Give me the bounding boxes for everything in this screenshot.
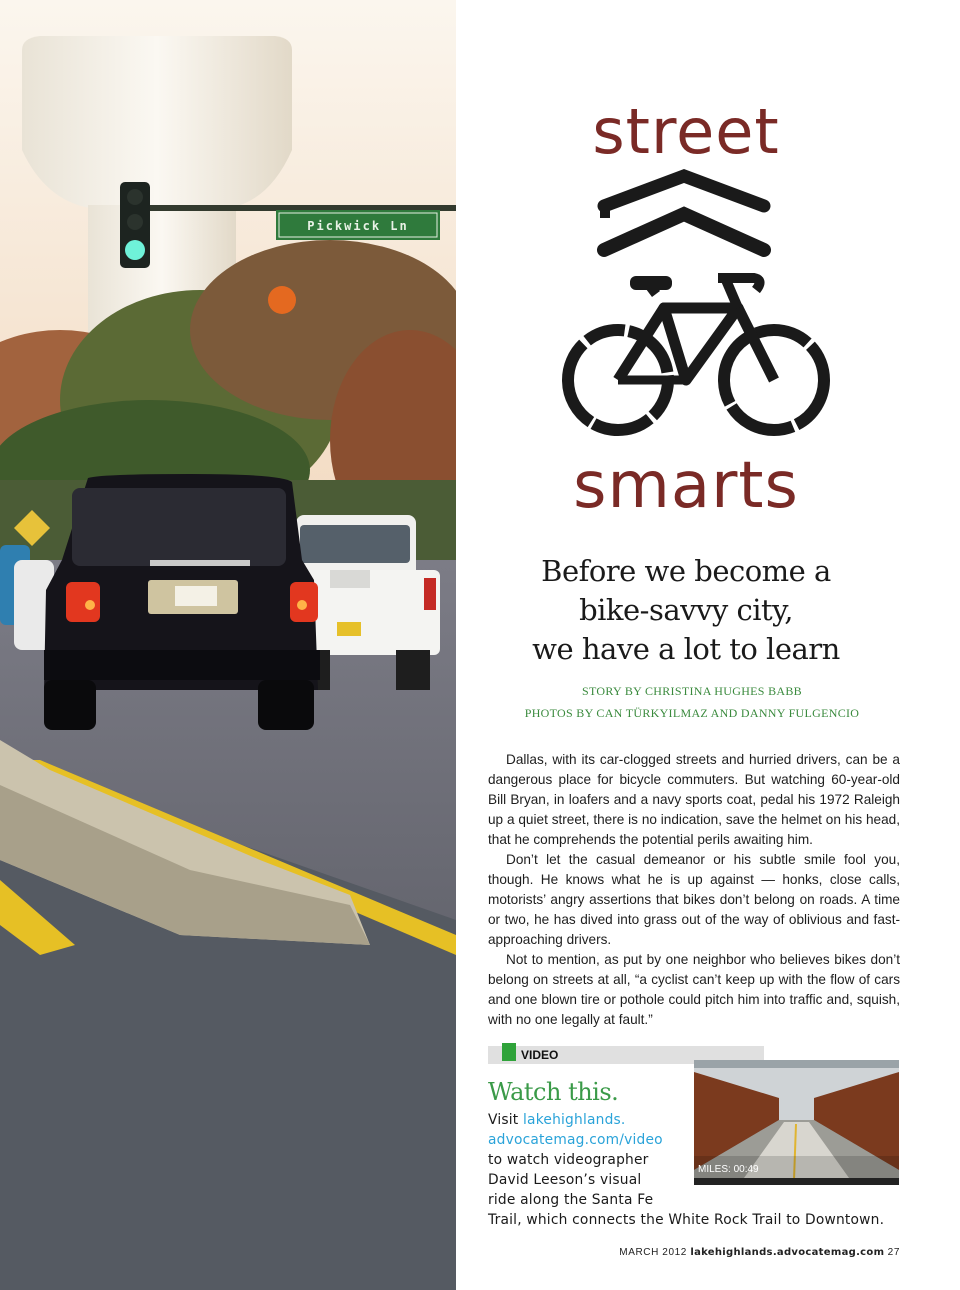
visit-text: Visit <box>488 1112 523 1128</box>
article-body <box>488 750 900 1030</box>
video-label: VIDEO <box>521 1048 559 1062</box>
page-footer <box>619 1247 900 1258</box>
article-column <box>456 0 960 1290</box>
sharrow-bike-icon <box>556 168 836 438</box>
subheadline-line-1: Before we become a <box>541 554 831 588</box>
description-line: Trail, which connects the White Rock Trail to Downtown. <box>488 1212 885 1228</box>
photo-byline: PHOTOS BY CAN TÜRKYILMAZ AND DANNY FULGENCIO <box>524 706 860 720</box>
bridge-trail-image <box>694 1060 899 1185</box>
video-thumbnail[interactable] <box>694 1060 899 1185</box>
green-square-icon <box>502 1043 516 1061</box>
subheadline-line-3: we have a lot to learn <box>532 632 840 666</box>
body-paragraph: Dallas, with its car-clogged streets and hurried drivers, can be a dangerous place for bicycle commuters. But watching 60-year-old Bill Bryan, in loafers and a navy sports coat, pedal his 1972 Raleigh up a quiet street, there is no indication, save the helmet on his head, that he comprehends the potential perils awaiting him. <box>488 752 900 847</box>
description-line: ride along the Santa Fe <box>488 1192 654 1208</box>
video-link-part-1[interactable]: lakehighlands. <box>523 1112 626 1128</box>
headline-smarts: smarts <box>573 449 799 523</box>
street-scene-image <box>0 0 456 1290</box>
footer-date: MARCH 2012 <box>619 1247 691 1258</box>
video-overlay-text: MILES: 00:49 <box>698 1164 759 1175</box>
street-sign <box>276 210 440 240</box>
street-sign-text: Pickwick Ln <box>307 219 409 233</box>
video-link-part-2[interactable]: advocatemag.com/video <box>488 1132 663 1148</box>
cover-photo <box>0 0 456 1290</box>
footer-site: lakehighlands.advocatemag.com <box>690 1247 885 1258</box>
headline-street: street <box>592 95 780 168</box>
subheadline <box>456 552 916 669</box>
story-byline: STORY BY CHRISTINA HUGHES BABB <box>582 684 802 698</box>
description-line: to watch videographer <box>488 1152 649 1168</box>
subheadline-line-2: bike-savvy city, <box>579 593 793 627</box>
body-paragraph: Not to mention, as put by one neighbor who believes bikes don’t belong on streets at all, “a cyclist can’t keep up with the flow of cars and one blown tire or pothole could pitch him into traffic and, squish, with no one legally at fault.” <box>488 952 900 1027</box>
page-number: 27 <box>884 1247 900 1258</box>
body-paragraph: Don’t let the casual demeanor or his subtle smile fool you, though. He knows what he is up against — honks, close calls, motorists’ angry assertions that bikes don’t belong on roads. A time or two, he has dived into grass out of the way of oblivious and fast-approaching drivers. <box>488 852 900 947</box>
description-line: David Leeson’s visual <box>488 1172 642 1188</box>
watch-title: Watch this. <box>488 1078 619 1106</box>
